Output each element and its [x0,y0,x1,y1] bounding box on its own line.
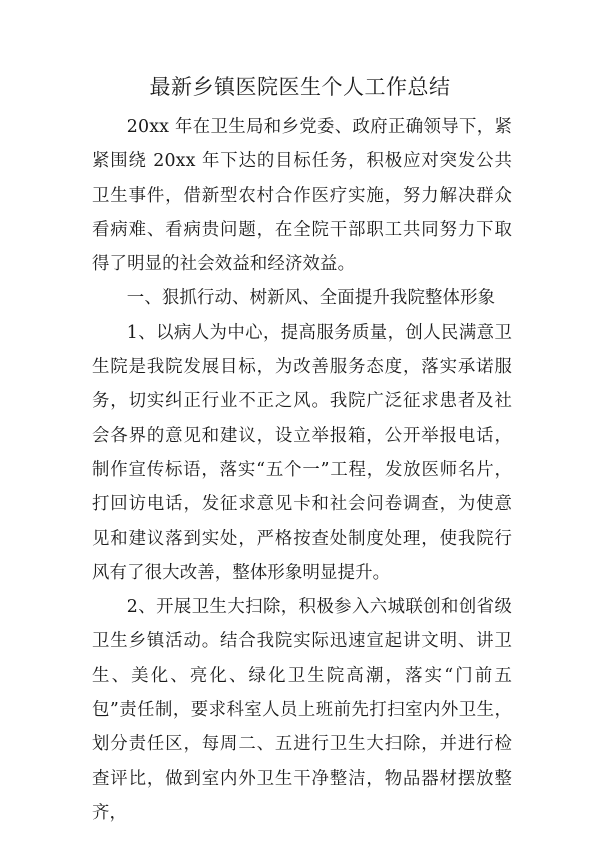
document-title: 最新乡镇医院医生个人工作总结 [149,75,451,99]
section-heading-1: 一、狠抓行动、树新风、全面提升我院整体形象 [126,288,496,309]
paragraph-item-2: 2、开展卫生大扫除，积极参入六城联创和创省级卫生乡镇活动。结合我院实际迅速宣起讲文明、讲卫生、美化、亮化、绿化卫生院高潮，落实“门前五包”责任制，要求科室人员上班前先打扫室内外卫生，划分责任区，每周二、五进行卫生大扫除，并进行检查评比，做到室内外卫生干净整洁，物品器材摆放整齐， [92,597,512,823]
document-body [92,110,512,830]
paragraph-intro: 20xx 年在卫生局和乡党委、政府正确领导下，紧紧围绕 20xx 年下达的目标任务，积极应对突发公共卫生事件，借新型农村合作医疗实施，努力解决群众看病难、看病贵问题，在全院干部职工共同努力下取得了明显的社会效益和经济效益。 [92,117,512,275]
paragraph-item-1: 1、以病人为中心，提高服务质量，创人民满意卫生院是我院发展目标，为改善服务态度，落实承诺服务，切实纠正行业不正之风。我院广泛征求患者及社会各界的意见和建议，设立举报箱，公开举报电话，制作宣传标语，落实“五个一”工程，发放医师名片，打回访电话，发征求意见卡和社会问卷调查，为使意见和建议落到实处，严格按查处制度处理，使我院行风有了很大改善，整体形象明显提升。 [92,322,512,583]
